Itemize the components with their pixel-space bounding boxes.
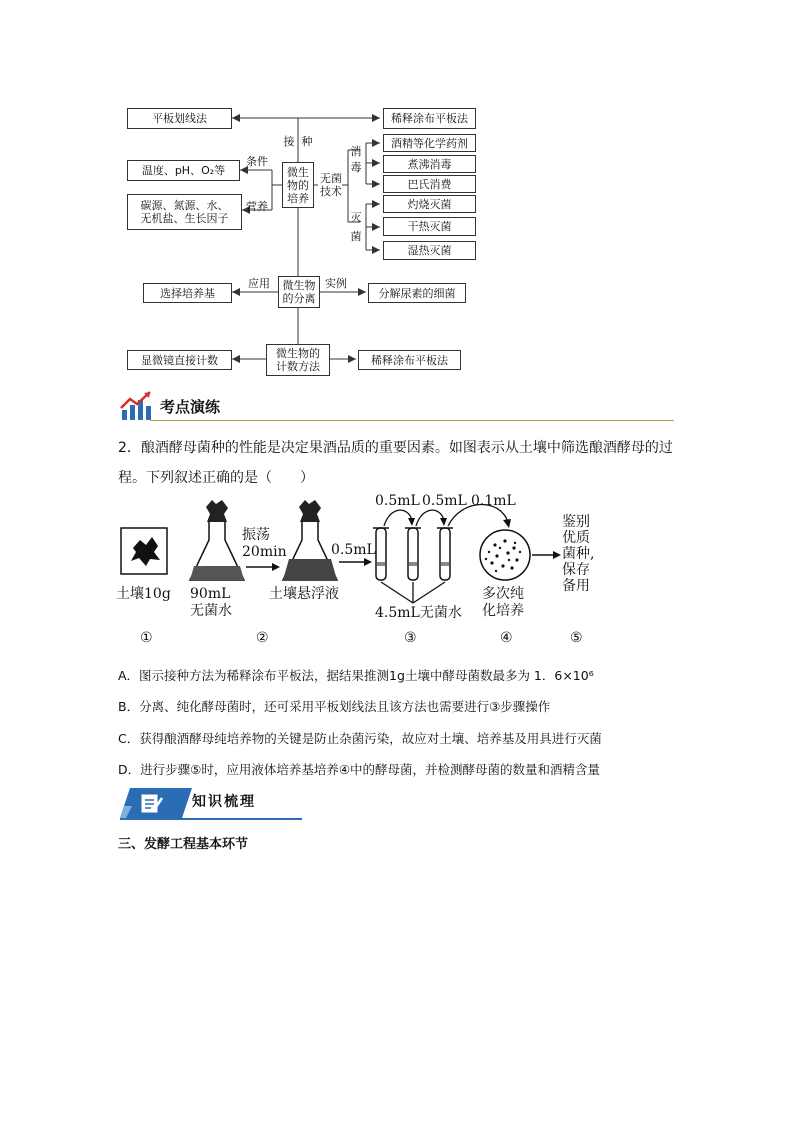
inoculation-label-2: 种 bbox=[301, 135, 313, 148]
sterilize-item: 灼烧灭菌 bbox=[383, 195, 476, 213]
condition-label: 条件 bbox=[246, 155, 268, 168]
nutrition-box: 碳源、氮源、水、 无机盐、生长因子 bbox=[127, 194, 242, 230]
notepad-icon bbox=[140, 792, 164, 814]
step-3-marker: ③ bbox=[404, 630, 417, 646]
dilution-plate-box-top: 稀释涂布平板法 bbox=[383, 108, 476, 129]
section-3-title: 三、发酵工程基本环节 bbox=[118, 837, 249, 852]
step-1-marker: ① bbox=[140, 630, 153, 646]
plate-streak-box: 平板划线法 bbox=[127, 108, 232, 129]
condition-box: 温度、pH、O₂等 bbox=[127, 160, 240, 181]
disinfect-label-1: 消 bbox=[350, 145, 362, 158]
water90-label: 90mL 无菌水 bbox=[190, 586, 232, 619]
option-d: D．进行步骤⑤时，应用液体培养基培养④中的酵母菌，并检测酵母菌的数量和酒精含量 bbox=[118, 762, 601, 777]
sterilize-item: 湿热灭菌 bbox=[383, 241, 476, 260]
separation-box: 微生物 的分离 bbox=[278, 276, 320, 308]
sterilize-label-1: 灭 bbox=[350, 211, 362, 224]
disinfect-item: 酒精等化学药剂 bbox=[383, 134, 476, 152]
sterile-tech-label: 无菌 技术 bbox=[320, 172, 342, 198]
nutrition-label: 营养 bbox=[246, 200, 268, 213]
culture-label: 多次纯 化培养 bbox=[482, 586, 524, 619]
option-a: A．图示接种方法为稀释涂布平板法，据结果推测1g土壤中酵母菌数最多为 1．6×10⁶ bbox=[118, 668, 594, 683]
counting-box: 微生物的 计数方法 bbox=[266, 344, 330, 376]
water45-label: 4.5mL无菌水 bbox=[375, 605, 462, 621]
question-text: 2．酿酒酵母菌种的性能是决定果酒品质的重要因素。如图表示从土壤中筛选酿酒酵母的过程。下列叙述正确的是（ ） bbox=[118, 440, 673, 486]
apply-label: 应用 bbox=[248, 277, 270, 290]
volume-label-d: 0.1mL bbox=[471, 493, 516, 509]
knowledge-banner-underline bbox=[120, 818, 302, 820]
example-label: 实例 bbox=[325, 277, 347, 290]
disinfect-item: 煮沸消毒 bbox=[383, 155, 476, 173]
disinfect-label-2: 毒 bbox=[350, 161, 362, 174]
step-4-marker: ④ bbox=[500, 630, 513, 646]
identify-label: 鉴别 优质 菌种, 保存 备用 bbox=[562, 514, 595, 594]
culture-box: 微生 物的 培养 bbox=[282, 162, 314, 208]
soil-label: 土壤10g bbox=[116, 586, 171, 602]
inoculation-label-1: 接 bbox=[283, 135, 295, 148]
step-5-marker: ⑤ bbox=[570, 630, 583, 646]
practice-banner-title: 考点演练 bbox=[160, 398, 221, 416]
option-b: B．分离、纯化酵母菌时，还可采用平板划线法且该方法也需要进行③步骤操作 bbox=[118, 699, 551, 714]
suspension-label: 土壤悬浮液 bbox=[269, 586, 339, 602]
dilution-count-box: 稀释涂布平板法 bbox=[358, 350, 461, 370]
shake-label: 振荡 20min bbox=[242, 527, 287, 560]
step-2-marker: ② bbox=[256, 630, 269, 646]
sterilize-label-2: 菌 bbox=[350, 230, 362, 243]
knowledge-banner-title: 知识梳理 bbox=[192, 794, 256, 810]
direct-count-box: 显微镜直接计数 bbox=[127, 350, 232, 370]
urea-bacteria-box: 分解尿素的细菌 bbox=[368, 283, 466, 303]
volume-label-b: 0.5mL bbox=[375, 493, 420, 509]
volume-label-c: 0.5mL bbox=[422, 493, 467, 509]
volume-label-a: 0.5mL bbox=[331, 542, 376, 558]
disinfect-item: 巴氏消费 bbox=[383, 175, 476, 193]
sterilize-item: 干热灭菌 bbox=[383, 217, 476, 236]
option-c: C．获得酿酒酵母纯培养物的关键是防止杂菌污染，故应对土壤、培养基及用具进行灭菌 bbox=[118, 731, 602, 746]
select-medium-box: 选择培养基 bbox=[143, 283, 232, 303]
